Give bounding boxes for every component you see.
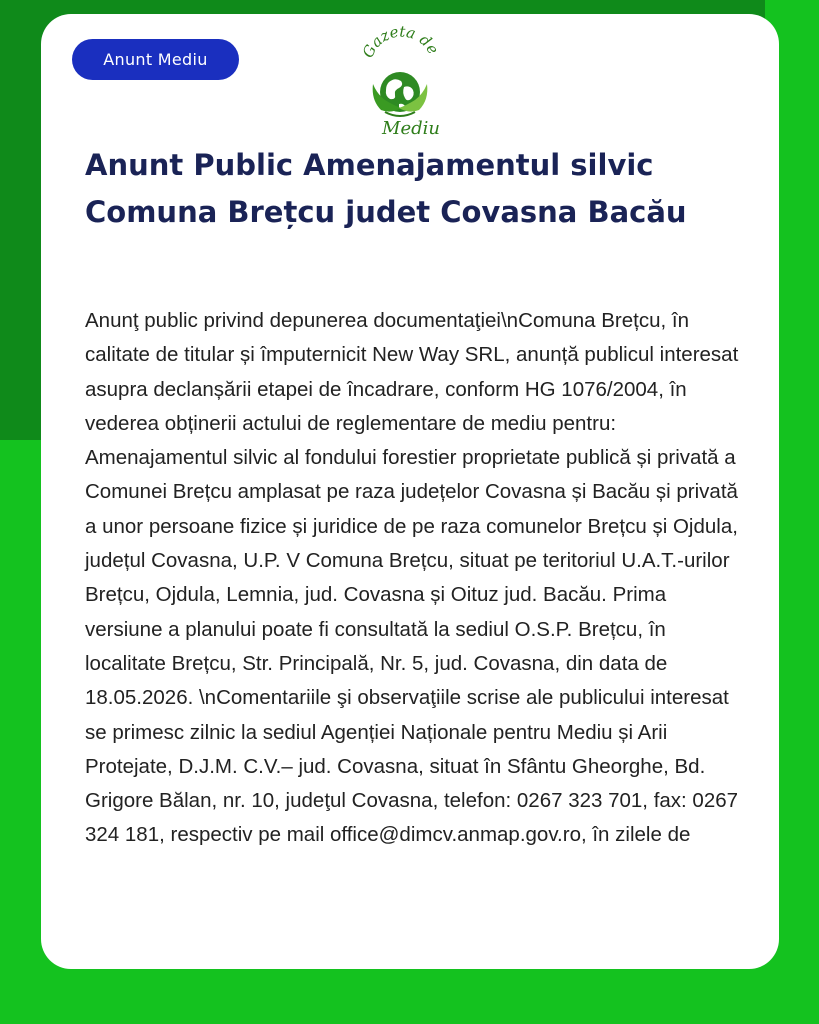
announcement-card — [41, 14, 779, 969]
gazeta-de-mediu-logo[interactable] — [359, 24, 443, 136]
article-body: Anunţ public privind depunerea documentaţiei\nComuna Brețcu, în calitate de titular și împuternicit New Way SRL, anunță publicul interesat asupra declanșării etapei de încadrare, conform HG 1076/2004, în vederea obținerii actului de reglementare de mediu pentru: Amenajamentul silvic al fondului forestier proprietate publică și privată a Comunei Brețcu amplasat pe raza județelor Covasna și Bacău și privată a unor persoane fizice și juridice de pe raza comunelor Brețcu și Ojdula, județul Covasna, U.P. V Comuna Brețcu, situat pe teritoriul U.A.T.-urilor Brețcu, Ojdula, Lemnia, jud. Covasna și Oituz jud. Bacău. Prima versiune a planului poate fi consultată la sediul O.S.P. Brețcu, în localitate Brețcu, Str. Principală, Nr. 5, jud. Covasna, din data de 18.05.2026. \nComentariile şi observaţiile scrise ale publicului interesat se primesc zilnic la sediul Agenției Naționale pentru Mediu și Arii Protejate, D.J.M. C.V.– jud. Covasna, situat în Sfântu Gheorghe, Bd. Grigore Bălan, nr. 10, judeţul Covasna, telefon: 0267 323 701, fax: 0267 324 181, respectiv pe mail office@dimcv.anmap.gov.ro, în zilele de — [85, 309, 744, 847]
logo-brand-top: Gazeta de — [359, 24, 443, 61]
logo-brand-bottom: Mediu — [382, 118, 440, 136]
article-title: Anunt Public Amenajamentul silvic Comuna Brețcu judet Covasna Bacău — [85, 148, 687, 229]
category-badge[interactable] — [72, 39, 239, 80]
globe-in-hands-icon — [359, 24, 443, 136]
svg-text:Gazeta de — [359, 24, 442, 61]
category-badge-label: Anunt Mediu — [103, 50, 208, 69]
